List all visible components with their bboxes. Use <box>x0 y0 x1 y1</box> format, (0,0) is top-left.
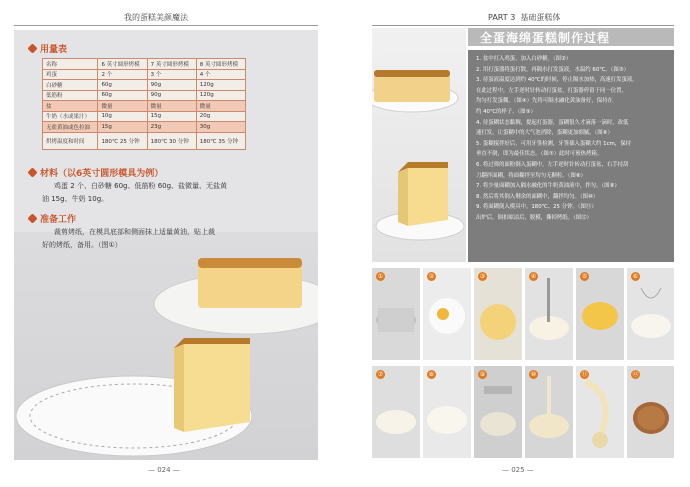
table-row <box>43 122 246 133</box>
left-page-number: — 024 — <box>148 466 180 474</box>
materials-line: 鸡蛋 2 个、白砂糖 60g、低筋粉 60g、盐微量、无盐黄 <box>54 182 228 190</box>
sponge-cake-photo <box>14 232 318 460</box>
materials-heading-text: 材料（以6英寸圆形模具为例） <box>40 169 164 179</box>
step-line: 7. 将少量面糊加入隔水融化的牛奶黄油液中，拌匀。（图⑨） <box>476 183 620 190</box>
step-photo-7 <box>372 366 420 458</box>
table-cell: 盐 <box>43 101 98 112</box>
step-number-badge: ⑪ <box>581 371 588 378</box>
step-line: 出炉后，倒扣晾凉后，脱模，撕掉烤纸。（图⑫） <box>476 214 592 221</box>
step-photo-10 <box>525 366 573 458</box>
materials-text <box>42 180 228 206</box>
step-number-badge: ③ <box>479 273 486 280</box>
amounts-heading-text: 用量表 <box>40 45 68 55</box>
step-line: 垂直不倒，即为最佳状态。（图⑦）此时可预热烤箱。 <box>476 151 603 158</box>
table-cell: 白砂糖 <box>43 80 98 91</box>
section-diamond-icon <box>27 167 37 177</box>
prep-line: 好的烤纸，备用。（图①） <box>42 241 122 249</box>
table-row <box>43 132 246 149</box>
section-diamond-icon <box>27 43 37 53</box>
step-line: 约 40℃的样子。（图⑤） <box>476 108 536 115</box>
step-photo-4 <box>525 268 573 360</box>
steps-list <box>476 54 672 224</box>
section-diamond-icon <box>27 213 37 223</box>
table-cell: 低筋粉 <box>43 90 98 101</box>
table-row <box>43 69 246 80</box>
step-number-badge: ⑦ <box>377 371 384 378</box>
header-part: PART 3 <box>488 13 516 22</box>
prep-line: 裁剪烤纸，在模具底部和侧面抹上适量黄油，贴上裁 <box>54 228 215 236</box>
table-cell: 15g <box>147 111 196 122</box>
right-page-number: — 025 — <box>502 466 534 474</box>
table-cell: 8 英寸圆形烤模 <box>196 59 245 70</box>
table-cell: 90g <box>147 80 196 91</box>
step-photo-9 <box>474 366 522 458</box>
table-row <box>43 80 246 91</box>
table-cell: 60g <box>98 90 147 101</box>
step-number-badge: ① <box>377 273 384 280</box>
step-line: 在此过程中，左手逆时针转动打蛋盆，打蛋器停留于同一位置， <box>476 87 627 94</box>
step-photo-8 <box>423 366 471 458</box>
header-title: 基础蛋糕体 <box>520 13 561 22</box>
step-number-badge: ⑧ <box>428 371 435 378</box>
table-cell: 180℃ 35 分钟 <box>196 132 245 149</box>
step-photo-6 <box>627 268 674 360</box>
step-number-badge: ② <box>428 273 435 280</box>
step-number-badge: ⑩ <box>530 371 537 378</box>
table-cell: 名称 <box>43 59 98 70</box>
step-line: 速打发，让蛋糊中的大气泡消除，蛋糊更加细腻。（图⑥） <box>476 130 613 137</box>
step-number-badge: ⑤ <box>581 273 588 280</box>
table-cell: 4 个 <box>196 69 245 80</box>
table-cell: 120g <box>196 80 245 91</box>
table-cell: 30g <box>196 122 245 133</box>
step-photo-1 <box>372 268 420 360</box>
table-cell: 鸡蛋 <box>43 69 98 80</box>
step-number-badge: ⑥ <box>632 273 639 280</box>
step-line: 2. 用打蛋器将蛋打散，再隔水打发蛋液，水温约 60℃。（图③） <box>476 66 629 73</box>
table-cell: 微量 <box>98 101 147 112</box>
step-line: 5. 蛋糊搅拌好后，可用牙签检测，牙签插入蛋糊大约 1cm，保持 <box>476 140 631 147</box>
amounts-heading <box>28 42 67 55</box>
table-cell: 120g <box>196 90 245 101</box>
step-photo-3 <box>474 268 522 360</box>
table-cell: 15g <box>98 122 147 133</box>
step-photo-2 <box>423 268 471 360</box>
step-line: 3. 待蛋液温度达到约 40℃的时候，停止隔水加热，高速打发蛋液。 <box>476 77 638 84</box>
process-title: 全蛋海绵蛋糕制作过程 <box>480 31 611 45</box>
left-running-header: 我的蛋糕美颜魔法 <box>124 13 188 22</box>
step-line: 6. 将过筛的面粉倒入蛋糊中，左手逆时针转动打蛋盆，右手持刮 <box>476 161 629 168</box>
table-cell: 90g <box>147 90 196 101</box>
step-photo-11 <box>576 366 624 458</box>
prep-text <box>42 226 215 252</box>
step-line: 8. 然后将其倒入剩余的面糊中，翻拌均匀。（图⑩） <box>476 193 599 200</box>
table-cell: 180℃ 25 分钟 <box>98 132 147 149</box>
table-cell: 2 个 <box>98 69 147 80</box>
step-line: 均匀打发蛋糊。（图④）先将可隔水融化黄油备好，保持在 <box>476 98 613 105</box>
table-cell: 6 英寸圆形烤模 <box>98 59 147 70</box>
amounts-table <box>42 58 246 150</box>
materials-heading <box>28 166 163 179</box>
table-cell: 23g <box>147 122 196 133</box>
right-running-header <box>488 12 560 23</box>
table-cell: 10g <box>98 111 147 122</box>
step-line: 1. 盆中打入鸡蛋，加入白砂糖。（图②） <box>476 56 572 62</box>
table-cell: 7 英寸圆形烤模 <box>147 59 196 70</box>
table-cell: 微量 <box>147 101 196 112</box>
step-line: 9. 将面糊倒入模具中，180℃、25 分钟。（图⑪） <box>476 204 597 211</box>
table-cell: 60g <box>98 80 147 91</box>
step-photo-12 <box>627 366 674 458</box>
step-number-badge: ⑫ <box>632 371 639 378</box>
right-header-rule <box>372 25 674 26</box>
table-cell: 牛奶（水或果汁） <box>43 111 98 122</box>
step-number-badge: ⑨ <box>479 371 486 378</box>
prep-heading <box>28 212 76 225</box>
table-cell: 180℃ 30 分钟 <box>147 132 196 149</box>
cake-slice-photo <box>372 28 466 262</box>
step-photo-5 <box>576 268 624 360</box>
table-cell: 微量 <box>196 101 245 112</box>
step-number-badge: ④ <box>530 273 537 280</box>
table-row <box>43 111 246 122</box>
table-row <box>43 101 246 112</box>
left-header-rule <box>14 25 318 26</box>
prep-heading-text: 准备工作 <box>40 215 77 225</box>
table-cell: 20g <box>196 111 245 122</box>
table-cell: 烘烤温度和时间 <box>43 132 98 149</box>
step-line: 刀翻拌面糊，将面糊拌至均匀无颗粒。（图⑧） <box>476 172 586 179</box>
step-line: 4. 待蛋糊状态黏稠，提起打蛋器，蛋糊很久才滴落一滴时，改低 <box>476 119 629 126</box>
table-row <box>43 90 246 101</box>
table-header-row <box>43 59 246 70</box>
materials-line: 油 15g、牛奶 10g。 <box>42 195 109 203</box>
table-cell: 3 个 <box>147 69 196 80</box>
table-cell: 无盐黄油或色拉油 <box>43 122 98 133</box>
